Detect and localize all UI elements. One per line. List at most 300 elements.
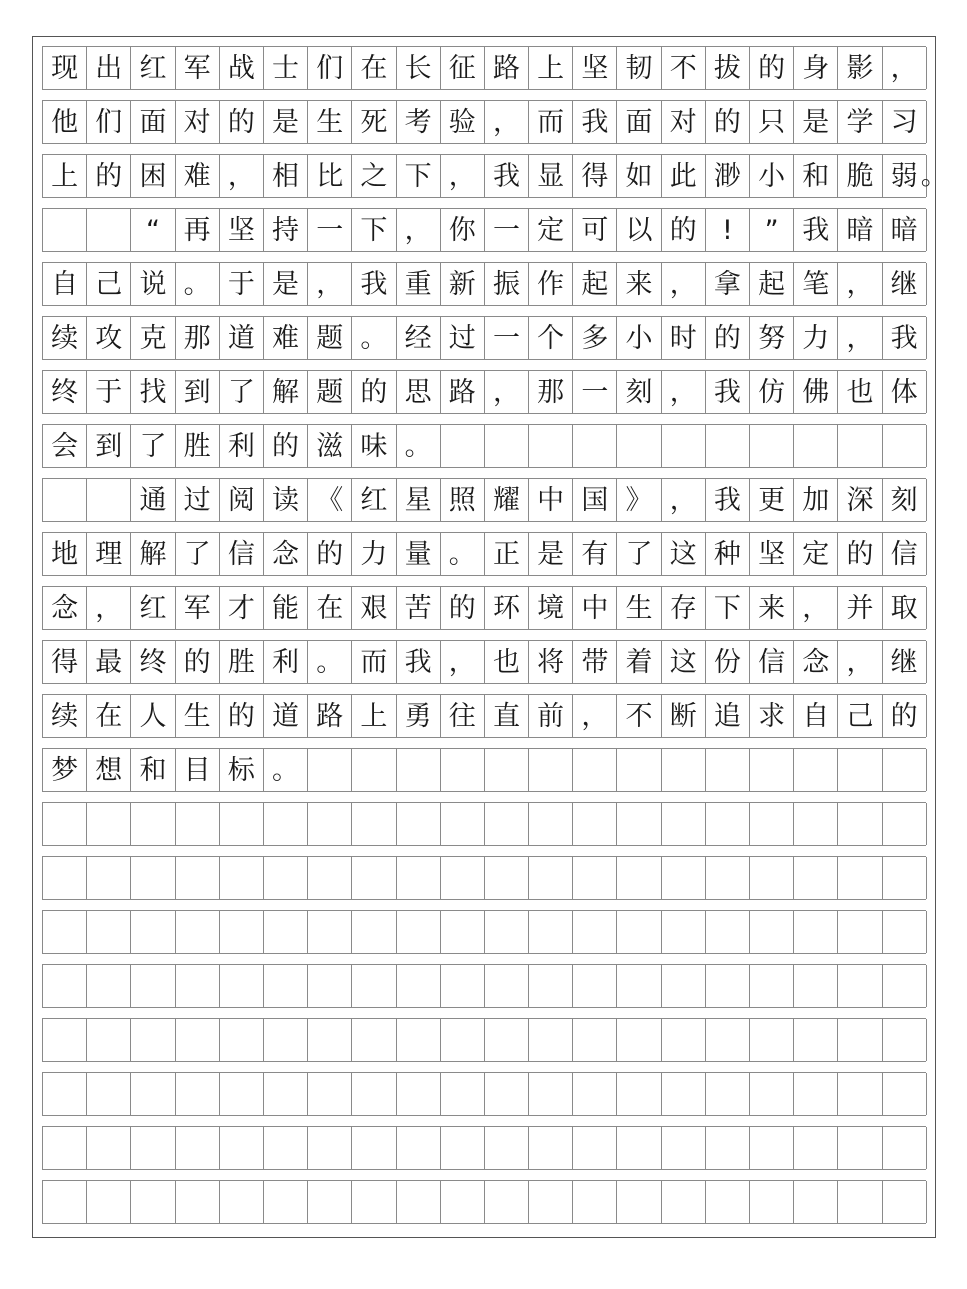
- grid-cell: 们: [87, 101, 131, 143]
- grid-cell: 军: [176, 587, 220, 629]
- grid-cell: 《: [308, 479, 352, 521]
- grid-cell: [750, 1181, 794, 1223]
- grid-cell: 出: [87, 47, 131, 89]
- grid-cell: 继: [883, 263, 927, 305]
- grid-cell: 影: [838, 47, 882, 89]
- grid-cell: 力: [352, 533, 396, 575]
- grid-cell: 脆: [838, 155, 882, 197]
- grid-cell: 得: [43, 641, 87, 683]
- grid-cell: 梦: [43, 749, 87, 791]
- grid-cell: [662, 1127, 706, 1169]
- grid-cell: 续: [43, 317, 87, 359]
- grid-cell: [617, 803, 661, 845]
- grid-cell: ，: [308, 263, 352, 305]
- overflow-punctuation: 。: [920, 160, 948, 192]
- grid-cell: 仿: [750, 371, 794, 413]
- grid-cell: [706, 1127, 750, 1169]
- grid-cell: [838, 965, 882, 1007]
- grid-cell: [220, 1127, 264, 1169]
- grid-cell: 克: [131, 317, 175, 359]
- grid-cell: 的: [441, 587, 485, 629]
- grid-cell: 习: [883, 101, 927, 143]
- grid-cell: [397, 749, 441, 791]
- grid-cell: [43, 803, 87, 845]
- grid-cell: [308, 1127, 352, 1169]
- grid-cell: 带: [573, 641, 617, 683]
- grid-cell: [43, 479, 87, 521]
- grid-cell: [308, 857, 352, 899]
- grid-cell: 说: [131, 263, 175, 305]
- grid-cell: [131, 1181, 175, 1223]
- grid-cell: 一: [485, 317, 529, 359]
- grid-cell: [706, 425, 750, 467]
- grid-cell: 下: [352, 209, 396, 251]
- grid-cell: 小: [617, 317, 661, 359]
- grid-cell: [176, 1019, 220, 1061]
- grid-cell: 照: [441, 479, 485, 521]
- grid-cell: [662, 857, 706, 899]
- grid-cell: [220, 1181, 264, 1223]
- grid-cell: [883, 1127, 927, 1169]
- grid-cell: 不: [617, 695, 661, 737]
- grid-cell: [131, 965, 175, 1007]
- grid-cell: [750, 965, 794, 1007]
- grid-cell: [176, 911, 220, 953]
- grid-cell: 我: [706, 479, 750, 521]
- grid-cell: 新: [441, 263, 485, 305]
- grid-cell: [485, 749, 529, 791]
- grid-cell: [529, 857, 573, 899]
- grid-cell: [573, 1181, 617, 1223]
- grid-cell: 通: [131, 479, 175, 521]
- grid-row: [42, 1018, 926, 1062]
- grid-cell: [838, 911, 882, 953]
- grid-cell: [397, 1127, 441, 1169]
- grid-cell: [662, 911, 706, 953]
- grid-cell: [397, 1073, 441, 1115]
- grid-cell: [308, 965, 352, 1007]
- grid-cell: [441, 965, 485, 1007]
- grid-cell: [794, 1019, 838, 1061]
- grid-cell: [883, 1073, 927, 1115]
- grid-cell: [750, 425, 794, 467]
- grid-cell: [43, 1073, 87, 1115]
- grid-cell: 解: [264, 371, 308, 413]
- grid-cell: 念: [43, 587, 87, 629]
- grid-row: [42, 370, 926, 414]
- grid-cell: ，: [838, 263, 882, 305]
- grid-cell: ，: [662, 479, 706, 521]
- grid-cell: ，: [87, 587, 131, 629]
- grid-cell: 红: [352, 479, 396, 521]
- grid-cell: 笔: [794, 263, 838, 305]
- grid-cell: [794, 911, 838, 953]
- grid-cell: 过: [176, 479, 220, 521]
- grid-cell: [662, 803, 706, 845]
- grid-cell: 续: [43, 695, 87, 737]
- grid-cell: [87, 479, 131, 521]
- grid-cell: 》: [617, 479, 661, 521]
- grid-cell: 了: [131, 425, 175, 467]
- grid-cell: [573, 803, 617, 845]
- grid-cell: [87, 1127, 131, 1169]
- grid-cell: [87, 1019, 131, 1061]
- grid-row: [42, 964, 926, 1008]
- grid-cell: 红: [131, 47, 175, 89]
- grid-cell: [485, 1019, 529, 1061]
- grid-cell: 现: [43, 47, 87, 89]
- grid-cell: 己: [838, 695, 882, 737]
- grid-cell: 长: [397, 47, 441, 89]
- grid-cell: [794, 803, 838, 845]
- grid-cell: 一: [308, 209, 352, 251]
- grid-cell: 只: [750, 101, 794, 143]
- grid-cell: [662, 1181, 706, 1223]
- grid-cell: [176, 1181, 220, 1223]
- grid-cell: [883, 857, 927, 899]
- grid-cell: 路: [441, 371, 485, 413]
- grid-cell: 。: [264, 749, 308, 791]
- grid-row: [42, 478, 926, 522]
- grid-cell: [43, 1127, 87, 1169]
- grid-cell: [131, 803, 175, 845]
- grid-cell: [87, 1181, 131, 1223]
- grid-cell: [264, 911, 308, 953]
- grid-cell: [617, 1019, 661, 1061]
- grid-cell: ，: [883, 47, 927, 89]
- grid-cell: 的: [838, 533, 882, 575]
- grid-cell: [485, 803, 529, 845]
- grid-cell: 将: [529, 641, 573, 683]
- grid-cell: 量: [397, 533, 441, 575]
- grid-cell: 如: [617, 155, 661, 197]
- grid-cell: 读: [264, 479, 308, 521]
- grid-cell: ，: [397, 209, 441, 251]
- grid-cell: 生: [617, 587, 661, 629]
- grid-cell: [131, 911, 175, 953]
- grid-cell: 刻: [883, 479, 927, 521]
- grid-cell: [176, 857, 220, 899]
- grid-cell: 思: [397, 371, 441, 413]
- grid-cell: 面: [617, 101, 661, 143]
- grid-cell: 的: [308, 533, 352, 575]
- grid-row: [42, 46, 926, 90]
- grid-cell: [485, 1181, 529, 1223]
- grid-cell: 的: [662, 209, 706, 251]
- grid-cell: [87, 965, 131, 1007]
- grid-cell: [706, 911, 750, 953]
- grid-cell: [308, 1073, 352, 1115]
- grid-cell: 一: [573, 371, 617, 413]
- grid-cell: [441, 1073, 485, 1115]
- grid-cell: 星: [397, 479, 441, 521]
- grid-cell: 利: [264, 641, 308, 683]
- grid-cell: ，: [838, 641, 882, 683]
- grid-cell: [617, 1181, 661, 1223]
- grid-cell: [706, 803, 750, 845]
- grid-cell: 于: [220, 263, 264, 305]
- grid-cell: 到: [176, 371, 220, 413]
- grid-cell: [706, 965, 750, 1007]
- grid-cell: [352, 803, 396, 845]
- grid-cell: 我: [485, 155, 529, 197]
- grid-cell: 在: [308, 587, 352, 629]
- grid-cell: ”: [750, 209, 794, 251]
- grid-cell: ，: [485, 371, 529, 413]
- grid-cell: 渺: [706, 155, 750, 197]
- grid-cell: 路: [485, 47, 529, 89]
- grid-cell: 再: [176, 209, 220, 251]
- grid-cell: [397, 965, 441, 1007]
- grid-cell: [397, 1019, 441, 1061]
- grid-cell: [43, 911, 87, 953]
- grid-cell: 在: [352, 47, 396, 89]
- grid-cell: 振: [485, 263, 529, 305]
- grid-cell: 终: [131, 641, 175, 683]
- grid-cell: 己: [87, 263, 131, 305]
- grid-cell: 相: [264, 155, 308, 197]
- grid-cell: 题: [308, 371, 352, 413]
- grid-cell: [838, 749, 882, 791]
- grid-cell: 佛: [794, 371, 838, 413]
- grid-cell: [794, 1073, 838, 1115]
- grid-cell: 定: [794, 533, 838, 575]
- grid-cell: 中: [529, 479, 573, 521]
- grid-cell: 重: [397, 263, 441, 305]
- grid-cell: [87, 1073, 131, 1115]
- grid-cell: 念: [794, 641, 838, 683]
- grid-cell: 是: [264, 263, 308, 305]
- grid-row: [42, 316, 926, 360]
- grid-cell: [485, 1073, 529, 1115]
- grid-cell: 得: [573, 155, 617, 197]
- grid-cell: [529, 425, 573, 467]
- grid-cell: 人: [131, 695, 175, 737]
- grid-cell: 坚: [573, 47, 617, 89]
- grid-cell: 努: [750, 317, 794, 359]
- grid-cell: 解: [131, 533, 175, 575]
- grid-cell: [838, 1181, 882, 1223]
- grid-cell: [706, 1019, 750, 1061]
- grid-cell: [529, 803, 573, 845]
- grid-cell: 耀: [485, 479, 529, 521]
- grid-cell: [308, 1181, 352, 1223]
- grid-cell: 更: [750, 479, 794, 521]
- grid-cell: 来: [617, 263, 661, 305]
- grid-row: [42, 208, 926, 252]
- grid-cell: [264, 1127, 308, 1169]
- grid-cell: !: [706, 209, 750, 251]
- grid-cell: 也: [485, 641, 529, 683]
- grid-cell: [883, 749, 927, 791]
- grid-cell: 的: [220, 695, 264, 737]
- grid-cell: [662, 749, 706, 791]
- grid-cell: 信: [220, 533, 264, 575]
- grid-cell: [573, 425, 617, 467]
- grid-cell: 继: [883, 641, 927, 683]
- grid-cell: [220, 1019, 264, 1061]
- grid-cell: 那: [176, 317, 220, 359]
- grid-cell: 中: [573, 587, 617, 629]
- grid-cell: 以: [617, 209, 661, 251]
- grid-cell: 味: [352, 425, 396, 467]
- grid-cell: [441, 911, 485, 953]
- grid-cell: [883, 965, 927, 1007]
- grid-cell: [441, 803, 485, 845]
- grid-cell: [617, 965, 661, 1007]
- grid-cell: 上: [43, 155, 87, 197]
- grid-cell: [750, 803, 794, 845]
- grid-cell: [573, 965, 617, 1007]
- grid-cell: 标: [220, 749, 264, 791]
- grid-cell: 起: [573, 263, 617, 305]
- grid-cell: [264, 1181, 308, 1223]
- grid-cell: [43, 1181, 87, 1223]
- grid-cell: 了: [176, 533, 220, 575]
- grid-cell: [131, 857, 175, 899]
- grid-cell: 小: [750, 155, 794, 197]
- grid-cell: [573, 857, 617, 899]
- grid-cell: 上: [352, 695, 396, 737]
- grid-cell: [397, 857, 441, 899]
- grid-cell: 前: [529, 695, 573, 737]
- grid-cell: 环: [485, 587, 529, 629]
- grid-cell: 个: [529, 317, 573, 359]
- grid-cell: ，: [794, 587, 838, 629]
- grid-cell: [617, 1127, 661, 1169]
- grid-cell: 也: [838, 371, 882, 413]
- grid-cell: 刻: [617, 371, 661, 413]
- grid-row: [42, 586, 926, 630]
- grid-cell: 我: [706, 371, 750, 413]
- grid-cell: 而: [352, 641, 396, 683]
- grid-cell: 我: [397, 641, 441, 683]
- grid-cell: 的: [87, 155, 131, 197]
- grid-cell: 坚: [220, 209, 264, 251]
- grid-row: [42, 154, 948, 198]
- grid-cell: 身: [794, 47, 838, 89]
- grid-cell: 征: [441, 47, 485, 89]
- grid-cell: 难: [176, 155, 220, 197]
- grid-cell: 路: [308, 695, 352, 737]
- grid-cell: 对: [662, 101, 706, 143]
- grid-row: [42, 424, 926, 468]
- grid-cell: 找: [131, 371, 175, 413]
- grid-cell: 境: [529, 587, 573, 629]
- grid-row: [42, 748, 926, 792]
- grid-cell: [220, 911, 264, 953]
- grid-cell: 你: [441, 209, 485, 251]
- grid-cell: 是: [264, 101, 308, 143]
- grid-cell: [441, 749, 485, 791]
- grid-cell: 滋: [308, 425, 352, 467]
- grid-row: [42, 910, 926, 954]
- grid-cell: [794, 1181, 838, 1223]
- grid-cell: [264, 857, 308, 899]
- grid-cell: 。: [397, 425, 441, 467]
- grid-cell: 考: [397, 101, 441, 143]
- grid-cell: 死: [352, 101, 396, 143]
- grid-cell: [750, 1127, 794, 1169]
- grid-cell: “: [131, 209, 175, 251]
- grid-cell: 们: [308, 47, 352, 89]
- grid-cell: 的: [706, 101, 750, 143]
- grid-cell: [706, 1073, 750, 1115]
- grid-cell: 。: [352, 317, 396, 359]
- grid-cell: [87, 209, 131, 251]
- grid-cell: 困: [131, 155, 175, 197]
- grid-cell: 苦: [397, 587, 441, 629]
- grid-cell: 这: [662, 533, 706, 575]
- grid-cell: 的: [750, 47, 794, 89]
- grid-cell: 自: [43, 263, 87, 305]
- grid-cell: [441, 1181, 485, 1223]
- grid-row: [42, 1126, 926, 1170]
- grid-cell: 我: [883, 317, 927, 359]
- grid-row: [42, 802, 926, 846]
- grid-cell: ，: [441, 641, 485, 683]
- grid-cell: [43, 965, 87, 1007]
- grid-cell: [308, 803, 352, 845]
- grid-cell: 念: [264, 533, 308, 575]
- grid-cell: 上: [529, 47, 573, 89]
- grid-cell: [264, 803, 308, 845]
- grid-cell: 力: [794, 317, 838, 359]
- grid-cell: 一: [485, 209, 529, 251]
- grid-cell: [883, 911, 927, 953]
- grid-cell: 。: [441, 533, 485, 575]
- grid-row: [42, 532, 926, 576]
- grid-cell: 作: [529, 263, 573, 305]
- grid-cell: 艰: [352, 587, 396, 629]
- grid-cell: 了: [220, 371, 264, 413]
- grid-cell: 是: [794, 101, 838, 143]
- grid-cell: [131, 1019, 175, 1061]
- grid-cell: 来: [750, 587, 794, 629]
- grid-cell: 。: [308, 641, 352, 683]
- grid-cell: 胜: [176, 425, 220, 467]
- grid-cell: [838, 803, 882, 845]
- grid-cell: [43, 209, 87, 251]
- grid-cell: 目: [176, 749, 220, 791]
- grid-cell: [176, 803, 220, 845]
- grid-cell: [662, 965, 706, 1007]
- grid-cell: [529, 1181, 573, 1223]
- grid-cell: [43, 1019, 87, 1061]
- grid-cell: 可: [573, 209, 617, 251]
- grid-cell: ，: [662, 371, 706, 413]
- grid-cell: [87, 857, 131, 899]
- grid-row: [42, 1180, 926, 1224]
- grid-cell: 终: [43, 371, 87, 413]
- grid-cell: 利: [220, 425, 264, 467]
- grid-cell: [87, 911, 131, 953]
- grid-cell: 士: [264, 47, 308, 89]
- grid-cell: 多: [573, 317, 617, 359]
- grid-cell: ，: [441, 155, 485, 197]
- grid-cell: [485, 1127, 529, 1169]
- grid-cell: 往: [441, 695, 485, 737]
- grid-cell: [352, 1019, 396, 1061]
- grid-cell: [352, 1073, 396, 1115]
- grid-cell: 的: [176, 641, 220, 683]
- grid-cell: 最: [87, 641, 131, 683]
- grid-cell: [87, 803, 131, 845]
- grid-cell: 拿: [706, 263, 750, 305]
- grid-cell: 着: [617, 641, 661, 683]
- grid-cell: 持: [264, 209, 308, 251]
- grid-cell: [883, 803, 927, 845]
